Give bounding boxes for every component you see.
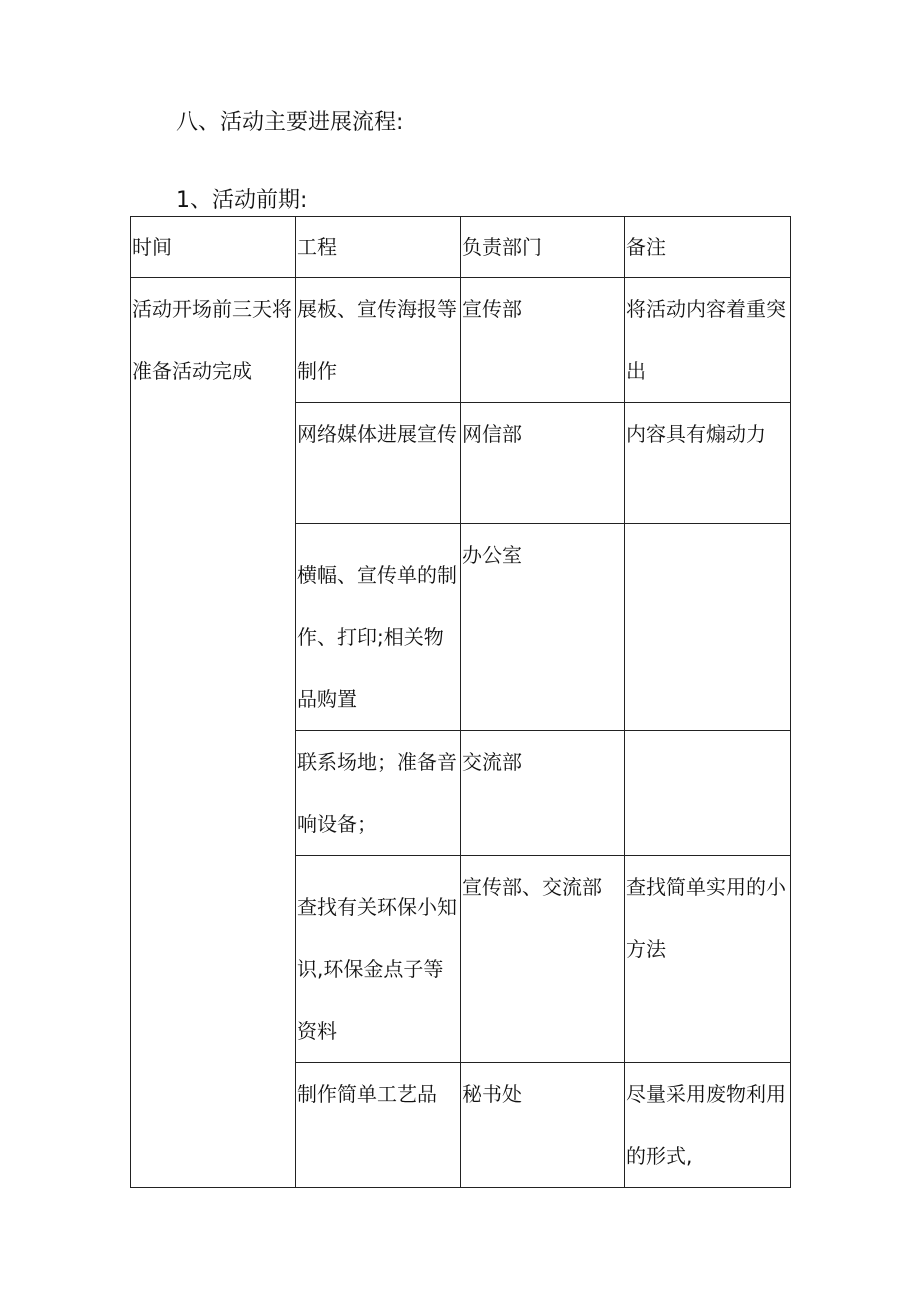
project-text: 网络媒体进展宣传 [297,422,457,446]
project-text: 查找有关环保小知识,环保金点子等资料 [297,895,457,1043]
note-cell [625,1063,791,1188]
section-heading: 八、活动主要进展流程: [176,110,404,135]
department-cell [461,1063,625,1188]
note-cell [625,731,791,856]
header-time: 时间 [131,217,296,278]
project-text: 制作简单工艺品 [297,1082,437,1106]
department-cell [461,278,625,403]
department-cell [461,403,625,524]
time-cell-text: 活动开场前三天将准备活动完成 [132,297,292,383]
note-text: 将活动内容着重突出 [626,297,786,383]
department-cell [461,856,625,1063]
time-cell [131,278,296,1188]
header-note: 备注 [625,217,791,278]
project-cell [296,731,461,856]
project-cell [296,403,461,524]
department-text: 办公室 [462,543,522,567]
schedule-table [130,216,791,1188]
department-text: 宣传部、交流部 [462,875,602,899]
header-department: 负责部门 [461,217,625,278]
project-text: 联系场地；准备音响设备； [297,750,457,836]
note-cell [625,524,791,731]
table-header-row [131,217,791,278]
department-text: 网信部 [462,422,522,446]
project-cell [296,278,461,403]
note-cell [625,278,791,403]
project-cell [296,856,461,1063]
table-row [131,278,791,403]
note-cell [625,856,791,1063]
note-text: 尽量采用废物利用的形式, [626,1082,786,1168]
department-text: 宣传部 [462,297,522,321]
department-text: 交流部 [462,750,522,774]
department-cell [461,524,625,731]
note-text: 内容具有煽动力 [626,422,766,446]
department-text: 秘书处 [462,1082,522,1106]
header-project: 工程 [296,217,461,278]
note-cell [625,403,791,524]
note-text: 查找简单实用的小方法 [626,875,786,961]
project-text: 展板、宣传海报等制作 [297,297,457,383]
department-cell [461,731,625,856]
subsection-heading: 1、活动前期: [176,188,308,213]
project-cell [296,524,461,731]
project-cell [296,1063,461,1188]
project-text: 横幅、宣传单的制作、打印;相关物品购置 [297,563,457,711]
